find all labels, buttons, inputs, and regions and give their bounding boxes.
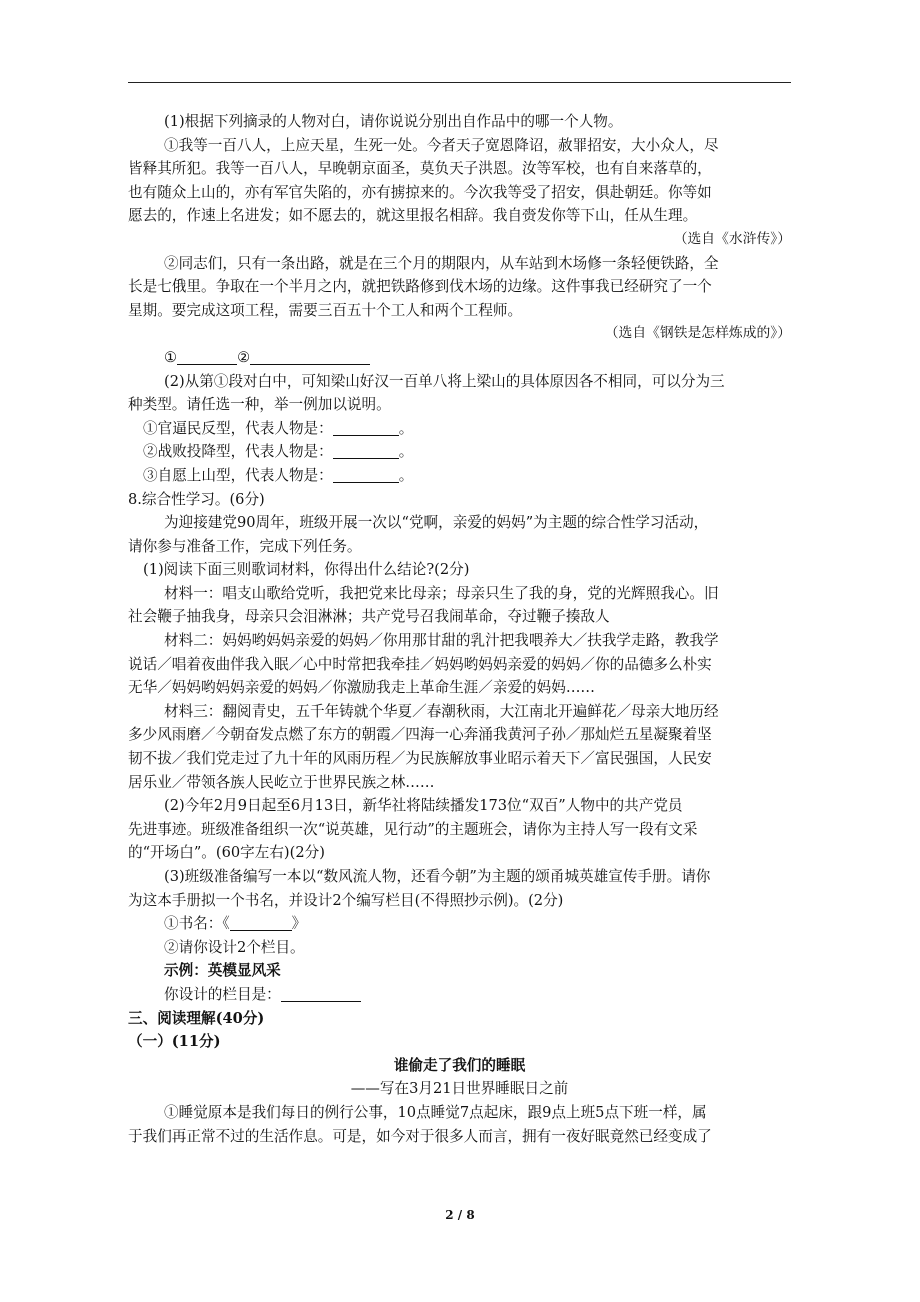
your-column-blank[interactable] [281, 985, 361, 1002]
type-row [128, 464, 791, 488]
answer-blank-1[interactable] [177, 348, 237, 365]
type-blank[interactable] [333, 442, 399, 459]
section3-sub: （一）(11分) [128, 1033, 221, 1051]
type-label: ③自愿上山型，代表人物是： [143, 466, 333, 484]
article-line: ①睡觉原本是我们每日的例行公事，10点睡觉7点起床，跟9点上班5点下班一样，属 [164, 1103, 707, 1121]
q8-part2-line: 的“开场白”。(60字左右)(2分) [128, 844, 325, 862]
q7-part2-line: (2)从第①段对白中，可知梁山好汉一百单八将上梁山的具体原因各不相同，可以分为三 [164, 372, 725, 390]
article-subtitle: ——写在3月21日世界睡眠日之前 [350, 1080, 569, 1098]
material1-line: 社会鞭子抽我身，母亲只会泪淋淋；共产党号召我闹革命，夺过鞭子揍敌人 [128, 608, 610, 626]
q7-part2-line: 种类型。请任选一种，举一例加以说明。 [128, 396, 391, 414]
answer-mark-1: ① [164, 348, 178, 366]
section3-title: 三、阅读理解(40分) [128, 1009, 265, 1027]
article-title: 谁偷走了我们的睡眠 [393, 1056, 526, 1074]
q8-intro-line: 为迎接建党90周年，班级开展一次以“党啊，亲爱的妈妈”为主题的综合性学习活动， [164, 514, 709, 532]
material2-line: 材料二：妈妈哟妈妈亲爱的妈妈／你用那甘甜的乳汁把我喂养大／扶我学走路，教我学 [164, 632, 719, 650]
material2-line: 说话／唱着夜曲伴我入眠／心中时常把我牵挂／妈妈哟妈妈亲爱的妈妈／你的品德多么朴实 [128, 655, 712, 673]
book-name-label: ①书名：《 [164, 915, 230, 933]
book-name-row [128, 912, 791, 936]
material3-line: 韧不拔／我们党走过了九十年的风雨历程／为民族解放事业昭示着天下／富民强国，人民安 [128, 750, 712, 768]
type-blank[interactable] [333, 466, 399, 483]
type-row [128, 440, 791, 464]
book-name-blank[interactable] [230, 914, 292, 931]
dialogue1-line: 愿去的，作速上名进发；如不愿去的，就这里报名相辞。我自赍发你等下山，任从生理。 [128, 207, 698, 225]
material3-line: 居乐业／带领各族人民屹立于世界民族之林…… [128, 773, 435, 791]
dialogue1-line: 也有随众上山的，亦有军官失陷的，亦有掳掠来的。今次我等受了招安，俱赴朝廷。你等如 [128, 183, 712, 201]
dialogue1-line: ①我等一百八人，上应天星，生死一处。今者天子宽恩降诏，赦罪招安，大小众人，尽 [164, 136, 719, 154]
your-column-row [128, 983, 791, 1007]
your-column-label: 你设计的栏目是： [164, 985, 281, 1003]
material3-line: 多少风雨磨／今朝奋发点燃了东方的朝霞／四海一心奔涌我黄河子孙／那灿烂五星凝聚着坚 [128, 726, 712, 744]
example-text: 示例：英模显风采 [164, 962, 281, 980]
q8-intro-line: 请你参与准备工作，完成下列任务。 [128, 537, 362, 555]
type-label: ①官逼民反型，代表人物是： [143, 419, 333, 437]
q8-part1: (1)阅读下面三则歌词材料，你得出什么结论?(2分) [143, 561, 470, 579]
answer-mark-2: ② [237, 348, 251, 366]
header-rule [128, 82, 791, 83]
dialogue2-source: （选自《钢铁是怎样炼成的》） [604, 325, 791, 342]
dialogue1-line: 皆释其所犯。我等一百八人，早晚朝京面圣，莫负天子洪恩。汝等军校，也有自来落草的， [128, 160, 712, 178]
type-blank[interactable] [333, 419, 399, 436]
q8-part2-line: 先进事迹。班级准备组织一次“说英雄，见行动”的主题班会，请你为主持人写一段有文采 [128, 820, 698, 838]
dialogue2-line: 星期。要完成这项工程，需要三百五十个工人和两个工程师。 [128, 301, 523, 319]
q8-part3-line: 为这本手册拟一个书名，并设计2个编写栏目(不得照抄示例)。(2分) [128, 891, 564, 909]
material3-line: 材料三：翻阅青史，五千年铸就个华夏／春潮秋雨，大江南北开遍鲜花／母亲大地历经 [164, 702, 719, 720]
type-row [128, 417, 791, 441]
book-name-suffix: 》 [291, 915, 307, 933]
material2-line: 无华／妈妈哟妈妈亲爱的妈妈／你激励我走上革命生涯／亲爱的妈妈…… [128, 679, 596, 697]
type-end: 。 [398, 443, 414, 461]
answer-row [128, 346, 791, 370]
page-number: 2 / 8 [445, 1208, 475, 1222]
article-line: 于我们再正常不过的生活作息。可是，如今对于很多人而言，拥有一夜好眠竟然已经变成了 [128, 1127, 712, 1145]
q8-title: 8.综合性学习。(6分) [128, 490, 265, 508]
type-label: ②战败投降型，代表人物是： [143, 443, 333, 461]
material1-line: 材料一：唱支山歌给党听，我把党来比母亲；母亲只生了我的身，党的光辉照我心。旧 [164, 584, 719, 602]
dialogue1-source: （选自《水浒传》） [673, 230, 791, 247]
page-content [128, 110, 791, 1148]
type-end: 。 [398, 419, 414, 437]
answer-blank-2[interactable] [250, 348, 370, 365]
column-prompt: ②请你设计2个栏目。 [164, 938, 305, 956]
type-end: 。 [398, 466, 414, 484]
dialogue2-line: ②同志们，只有一条出路，就是在三个月的期限内，从车站到木场修一条轻便铁路，全 [164, 254, 719, 272]
q8-part3-line: (3)班级准备编写一本以“数风流人物，还看今朝”为主题的颂甬城英雄宣传手册。请你 [164, 868, 711, 885]
dialogue2-line: 长是七俄里。争取在一个半月之内，就把铁路修到伐木场的边缘。这件事我已经研究了一个 [128, 278, 712, 296]
q7-intro: (1)根据下列摘录的人物对白，请你说说分别出自作品中的哪一个人物。 [164, 113, 623, 130]
q8-part2-line: (2)今年2月9日起至6月13日，新华社将陆续播发173位“双百”人物中的共产党员 [164, 797, 683, 815]
